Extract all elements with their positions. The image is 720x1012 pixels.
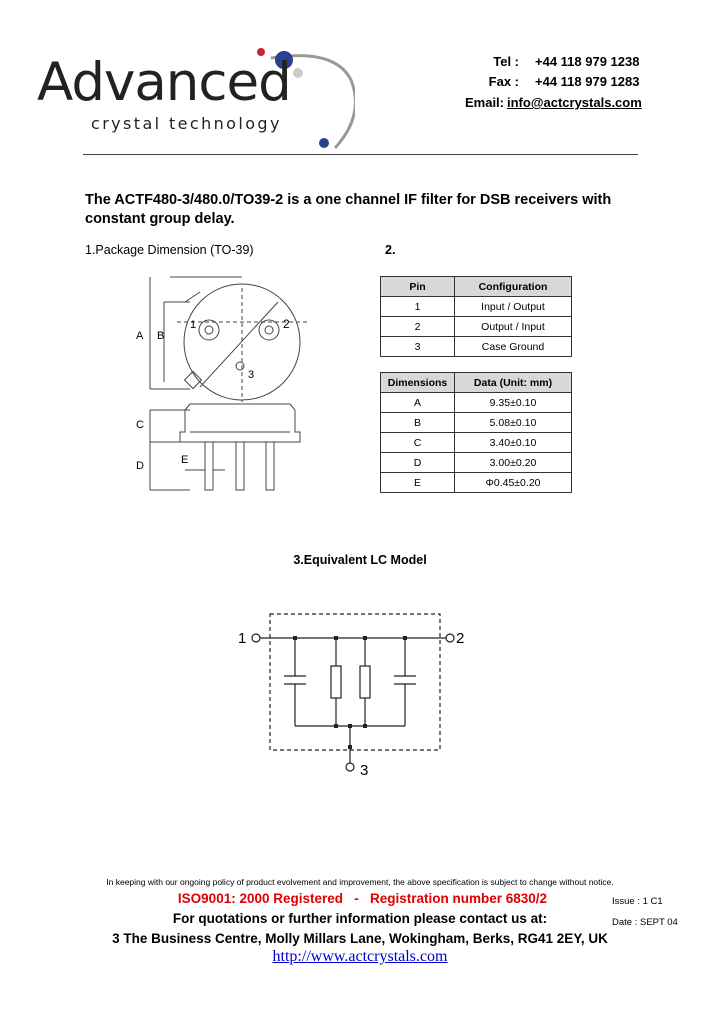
- description-line-2: constant group delay.: [85, 211, 235, 227]
- dim-value: 3.00±0.20: [455, 453, 572, 473]
- dim-label-c: C: [136, 419, 144, 431]
- date-text: Date : SEPT 04: [612, 917, 678, 928]
- dim-name: D: [381, 453, 455, 473]
- iso-registration: ISO9001: 2000 Registered - Registration number 6830/2: [177, 891, 548, 906]
- dim-label-b: B: [157, 330, 165, 342]
- pin-number: 2: [381, 317, 455, 337]
- dim-name: E: [381, 473, 455, 493]
- description-line-1: The ACTF480-3/480.0/TO39-2 is a one channel IF filter for DSB receivers with: [85, 192, 612, 208]
- logo-title: Advanced: [37, 52, 291, 113]
- contact-block: [430, 54, 640, 116]
- pin-table-header: Configuration: [455, 277, 572, 297]
- fax-number: +44 118 979 1283: [535, 74, 640, 89]
- notice-text: In keeping with our ongoing policy of product evolvement and improvement, the above specification is subject to change without notice.: [106, 877, 614, 887]
- lc-model-circuit: [230, 608, 490, 778]
- email-link[interactable]: info@actcrystals.com: [507, 95, 642, 110]
- dim-label-e: E: [181, 454, 189, 466]
- issue-text: Issue : 1 C1: [612, 896, 663, 907]
- lc-port-1: 1: [238, 630, 247, 647]
- table-row: [381, 413, 572, 433]
- table-row: [381, 317, 572, 337]
- table-row: [381, 473, 572, 493]
- pin-config: Case Ground: [455, 337, 572, 357]
- address-text: 3 The Business Centre, Molly Millars Lane, Wokingham, Berks, RG41 2EY, UK: [112, 931, 608, 946]
- company-logo: [35, 40, 355, 155]
- dim-value: 9.35±0.10: [455, 393, 572, 413]
- fax-label: Fax :: [488, 74, 519, 89]
- pin-label-3: 3: [248, 369, 255, 381]
- table-row: [381, 453, 572, 473]
- email-label: Email:: [464, 95, 504, 110]
- section-tables-title: 2.: [385, 243, 396, 257]
- table-row: [381, 433, 572, 453]
- dim-value: 5.08±0.10: [455, 413, 572, 433]
- dim-value: 3.40±0.10: [455, 433, 572, 453]
- dim-label-d: D: [136, 460, 144, 472]
- quotation-text: For quotations or further information please contact us at:: [172, 911, 548, 926]
- table-row: [381, 297, 572, 317]
- table-row: [381, 393, 572, 413]
- section-package-title: 1.Package Dimension (TO-39): [85, 243, 254, 257]
- logo-subtitle: crystal technology: [91, 114, 282, 133]
- lc-port-3: 3: [360, 762, 369, 778]
- dim-name: C: [381, 433, 455, 453]
- dim-value: Φ0.45±0.20: [455, 473, 572, 493]
- dimensions-table: [380, 372, 572, 493]
- tel-number: +44 118 979 1238: [535, 54, 640, 69]
- pin-table-header: Pin: [381, 277, 455, 297]
- dim-table-header: Dimensions: [381, 373, 455, 393]
- pin-config: Output / Input: [455, 317, 572, 337]
- product-description: [85, 191, 645, 229]
- pin-number: 3: [381, 337, 455, 357]
- lc-port-2: 2: [456, 630, 465, 647]
- table-row: [381, 337, 572, 357]
- tel-label: Tel :: [493, 54, 519, 69]
- pin-config: Input / Output: [455, 297, 572, 317]
- pin-label-2: 2: [283, 317, 290, 331]
- pin-table: [380, 276, 572, 357]
- pin-label-1: 1: [190, 319, 197, 331]
- package-dimension-drawing: [130, 262, 330, 502]
- dim-label-a: A: [136, 330, 144, 342]
- dim-name: B: [381, 413, 455, 433]
- dim-name: A: [381, 393, 455, 413]
- website-link[interactable]: http://www.actcrystals.com: [272, 948, 448, 965]
- section-lc-model-title: 3.Equivalent LC Model: [293, 553, 427, 567]
- dim-table-header: Data (Unit: mm): [455, 373, 572, 393]
- pin-number: 1: [381, 297, 455, 317]
- header-divider: [83, 154, 638, 155]
